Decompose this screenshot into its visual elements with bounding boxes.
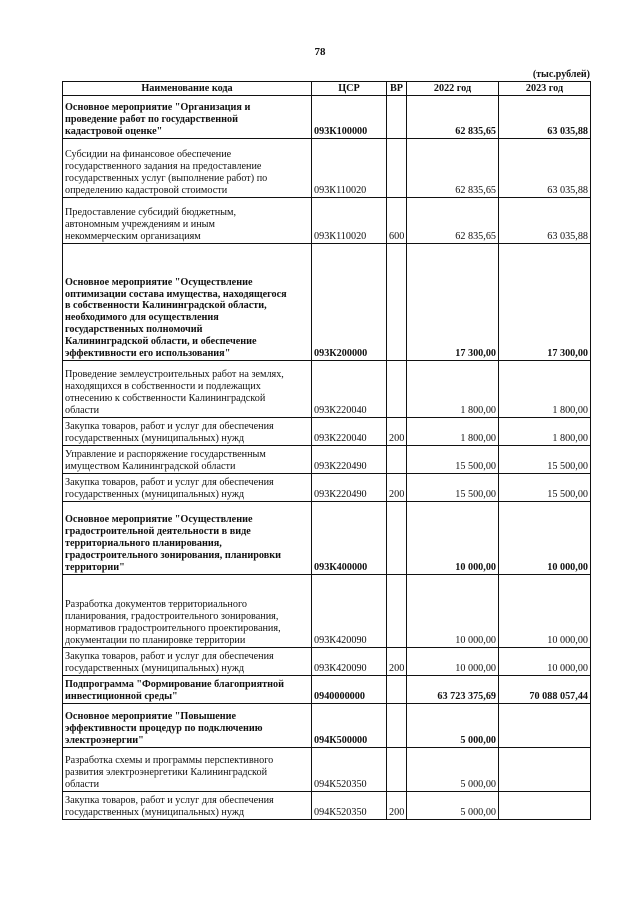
row-2022-cell-text: 62 835,65 bbox=[455, 185, 496, 197]
row-2022-cell bbox=[407, 361, 499, 418]
row-2023-cell bbox=[499, 418, 591, 446]
row-2022-cell bbox=[407, 198, 499, 244]
row-2023-cell bbox=[499, 96, 591, 139]
row-csr-cell-text: 093К420090 bbox=[314, 635, 367, 647]
row-vr-cell bbox=[387, 575, 407, 648]
row-vr-cell bbox=[387, 139, 407, 198]
row-name-cell-text: Закупка товаров, работ и услуг для обеспечения государственных (муниципальных) нужд bbox=[65, 477, 274, 501]
row-name-cell bbox=[63, 792, 312, 820]
row-csr-cell-text: 093К110020 bbox=[314, 185, 367, 197]
row-vr-cell bbox=[387, 676, 407, 704]
table-row bbox=[63, 418, 591, 446]
row-csr-cell-text: 093К420090 bbox=[314, 663, 367, 675]
row-2023-cell bbox=[499, 474, 591, 502]
row-csr-cell bbox=[312, 244, 387, 361]
row-csr-cell-text: 0940000000 bbox=[314, 691, 365, 703]
row-name-cell bbox=[63, 139, 312, 198]
row-2022-cell bbox=[407, 139, 499, 198]
row-vr-cell bbox=[387, 361, 407, 418]
row-2022-cell-text: 63 723 375,69 bbox=[437, 691, 496, 703]
row-name-cell-text: Разработка документов территориального планирования, градостроительного зонирования, нормативов градостроительного проектирования, документации по планировке территории bbox=[65, 599, 281, 647]
row-2022-cell-text: 5 000,00 bbox=[460, 779, 496, 791]
row-name-cell bbox=[63, 418, 312, 446]
row-2023-cell-text: 63 035,88 bbox=[547, 185, 588, 197]
units-label: (тыс.рублей) bbox=[532, 69, 590, 80]
row-csr-cell-text: 093К110020 bbox=[314, 231, 367, 243]
row-name-cell-text: Основное мероприятие "Осуществление оптимизации состава имущества, находящегося в собственности Калининградской области, необходимого для осуществления государственных полномочий Калининградской области, и обеспечение эффективности его использования" bbox=[65, 276, 287, 360]
header-csr: ЦСР bbox=[312, 82, 387, 96]
row-vr-cell bbox=[387, 648, 407, 676]
row-vr-cell bbox=[387, 198, 407, 244]
row-2022-cell bbox=[407, 792, 499, 820]
row-vr-cell-text: 200 bbox=[389, 807, 405, 819]
row-csr-cell-text: 094К520350 bbox=[314, 807, 367, 819]
row-2023-cell bbox=[499, 748, 591, 792]
row-2022-cell bbox=[407, 748, 499, 792]
row-2022-cell bbox=[407, 446, 499, 474]
row-name-cell bbox=[63, 474, 312, 502]
header-2023: 2023 год bbox=[499, 82, 591, 96]
table-row bbox=[63, 648, 591, 676]
row-csr-cell bbox=[312, 198, 387, 244]
row-2022-cell-text: 62 835,65 bbox=[455, 231, 496, 243]
row-csr-cell bbox=[312, 96, 387, 139]
row-csr-cell bbox=[312, 139, 387, 198]
row-2022-cell-text: 17 300,00 bbox=[455, 348, 496, 360]
row-vr-cell bbox=[387, 418, 407, 446]
row-2023-cell-text: 63 035,88 bbox=[547, 231, 588, 243]
row-name-cell-text: Основное мероприятие "Повышение эффективности процедур по подключению электроэнергии" bbox=[65, 711, 263, 747]
row-vr-cell bbox=[387, 244, 407, 361]
row-2023-cell bbox=[499, 792, 591, 820]
row-csr-cell bbox=[312, 502, 387, 575]
row-2023-cell-text: 10 000,00 bbox=[547, 562, 588, 574]
row-vr-cell bbox=[387, 748, 407, 792]
row-2022-cell bbox=[407, 575, 499, 648]
row-2023-cell-text: 1 800,00 bbox=[552, 405, 588, 417]
row-2023-cell-text: 1 800,00 bbox=[552, 433, 588, 445]
budget-table bbox=[62, 81, 591, 820]
row-vr-cell bbox=[387, 446, 407, 474]
table-row bbox=[63, 96, 591, 139]
row-2022-cell bbox=[407, 244, 499, 361]
row-2023-cell bbox=[499, 139, 591, 198]
row-vr-cell bbox=[387, 96, 407, 139]
row-name-cell bbox=[63, 198, 312, 244]
row-2022-cell bbox=[407, 676, 499, 704]
row-name-cell bbox=[63, 446, 312, 474]
table-row bbox=[63, 575, 591, 648]
row-vr-cell-text: 600 bbox=[389, 231, 405, 243]
row-2023-cell-text: 63 035,88 bbox=[547, 126, 588, 138]
row-2023-cell bbox=[499, 676, 591, 704]
row-name-cell-text: Закупка товаров, работ и услуг для обеспечения государственных (муниципальных) нужд bbox=[65, 795, 274, 819]
row-csr-cell-text: 093К100000 bbox=[314, 126, 368, 138]
header-2022: 2022 год bbox=[407, 82, 499, 96]
row-2023-cell bbox=[499, 198, 591, 244]
row-csr-cell-text: 093К400000 bbox=[314, 562, 368, 574]
row-2022-cell bbox=[407, 502, 499, 575]
row-2022-cell-text: 1 800,00 bbox=[460, 433, 496, 445]
row-csr-cell-text: 094К500000 bbox=[314, 735, 368, 747]
row-2022-cell-text: 10 000,00 bbox=[455, 663, 496, 675]
table-row bbox=[63, 748, 591, 792]
row-csr-cell-text: 093К200000 bbox=[314, 348, 368, 360]
table-row bbox=[63, 474, 591, 502]
row-vr-cell-text: 200 bbox=[389, 663, 405, 675]
row-vr-cell bbox=[387, 792, 407, 820]
table-header-row bbox=[63, 82, 591, 96]
row-csr-cell bbox=[312, 361, 387, 418]
row-vr-cell-text: 200 bbox=[389, 433, 405, 445]
row-2023-cell-text: 17 300,00 bbox=[547, 348, 588, 360]
row-2022-cell-text: 1 800,00 bbox=[460, 405, 496, 417]
table-row bbox=[63, 446, 591, 474]
row-2022-cell-text: 5 000,00 bbox=[460, 807, 496, 819]
row-csr-cell bbox=[312, 792, 387, 820]
row-name-cell-text: Закупка товаров, работ и услуг для обеспечения государственных (муниципальных) нужд bbox=[65, 651, 274, 675]
row-name-cell-text: Разработка схемы и программы перспективного развития электроэнергетики Калининградской области bbox=[65, 755, 274, 791]
row-name-cell-text: Основное мероприятие "Организация и проведение работ по государственной кадастровой оценке" bbox=[65, 102, 251, 138]
row-csr-cell bbox=[312, 575, 387, 648]
row-2023-cell bbox=[499, 502, 591, 575]
row-csr-cell-text: 093К220490 bbox=[314, 489, 367, 501]
row-2022-cell-text: 15 500,00 bbox=[455, 489, 496, 501]
row-name-cell-text: Подпрограмма "Формирование благоприятной инвестиционной среды" bbox=[65, 679, 284, 703]
row-name-cell bbox=[63, 704, 312, 748]
row-csr-cell bbox=[312, 748, 387, 792]
row-vr-cell bbox=[387, 704, 407, 748]
row-2022-cell bbox=[407, 648, 499, 676]
row-name-cell bbox=[63, 502, 312, 575]
row-vr-cell bbox=[387, 474, 407, 502]
row-name-cell-text: Основное мероприятие "Осуществление градостроительной деятельности в виде территориального планирования, градостроительного зонирования, планировки территории" bbox=[65, 514, 281, 574]
row-2022-cell bbox=[407, 96, 499, 139]
page-number: 78 bbox=[314, 46, 326, 58]
row-2023-cell bbox=[499, 648, 591, 676]
row-name-cell-text: Проведение землеустроительных работ на землях, находящихся в собственности и подлежащих отнесению к собственности Калининградской области bbox=[65, 369, 284, 417]
row-2023-cell bbox=[499, 446, 591, 474]
row-name-cell-text: Закупка товаров, работ и услуг для обеспечения государственных (муниципальных) нужд bbox=[65, 421, 274, 445]
table-body bbox=[63, 96, 591, 820]
row-2023-cell bbox=[499, 704, 591, 748]
row-2022-cell-text: 10 000,00 bbox=[455, 635, 496, 647]
row-2023-cell-text: 10 000,00 bbox=[547, 663, 588, 675]
row-2022-cell-text: 5 000,00 bbox=[460, 735, 496, 747]
row-csr-cell bbox=[312, 704, 387, 748]
table-row bbox=[63, 502, 591, 575]
table-row bbox=[63, 139, 591, 198]
row-name-cell bbox=[63, 748, 312, 792]
row-csr-cell-text: 093К220040 bbox=[314, 405, 367, 417]
row-name-cell-text: Субсидии на финансовое обеспечение государственного задания на предоставление государственных услуг (выполнение работ) по определению кадастровой стоимости bbox=[65, 149, 268, 197]
row-2022-cell bbox=[407, 418, 499, 446]
table-row bbox=[63, 244, 591, 361]
row-csr-cell bbox=[312, 676, 387, 704]
row-2022-cell-text: 15 500,00 bbox=[455, 461, 496, 473]
row-name-cell bbox=[63, 244, 312, 361]
row-vr-cell-text: 200 bbox=[389, 489, 405, 501]
table-row bbox=[63, 704, 591, 748]
row-2023-cell-text: 70 088 057,44 bbox=[529, 691, 588, 703]
table-row bbox=[63, 198, 591, 244]
table-row bbox=[63, 792, 591, 820]
row-2023-cell-text: 15 500,00 bbox=[547, 489, 588, 501]
row-2023-cell-text: 10 000,00 bbox=[547, 635, 588, 647]
table-row bbox=[63, 676, 591, 704]
table-row bbox=[63, 361, 591, 418]
header-name: Наименование кода bbox=[63, 82, 312, 96]
row-csr-cell-text: 093К220490 bbox=[314, 461, 367, 473]
row-2022-cell bbox=[407, 704, 499, 748]
row-2023-cell-text: 15 500,00 bbox=[547, 461, 588, 473]
row-csr-cell bbox=[312, 474, 387, 502]
row-csr-cell-text: 093К220040 bbox=[314, 433, 367, 445]
row-name-cell-text: Управление и распоряжение государственным имуществом Калининградской области bbox=[65, 449, 266, 473]
row-csr-cell bbox=[312, 418, 387, 446]
row-vr-cell bbox=[387, 502, 407, 575]
row-csr-cell bbox=[312, 648, 387, 676]
row-csr-cell bbox=[312, 446, 387, 474]
row-2023-cell bbox=[499, 244, 591, 361]
row-name-cell bbox=[63, 361, 312, 418]
row-2022-cell-text: 62 835,65 bbox=[455, 126, 496, 138]
row-2023-cell bbox=[499, 361, 591, 418]
row-name-cell bbox=[63, 575, 312, 648]
row-2022-cell bbox=[407, 474, 499, 502]
row-2023-cell bbox=[499, 575, 591, 648]
row-name-cell bbox=[63, 96, 312, 139]
header-vr: ВР bbox=[387, 82, 407, 96]
row-name-cell bbox=[63, 676, 312, 704]
row-name-cell bbox=[63, 648, 312, 676]
row-csr-cell-text: 094К520350 bbox=[314, 779, 367, 791]
row-name-cell-text: Предоставление субсидий бюджетным, автономным учреждениям и иным некоммерческим организациям bbox=[65, 207, 237, 243]
row-2022-cell-text: 10 000,00 bbox=[455, 562, 496, 574]
